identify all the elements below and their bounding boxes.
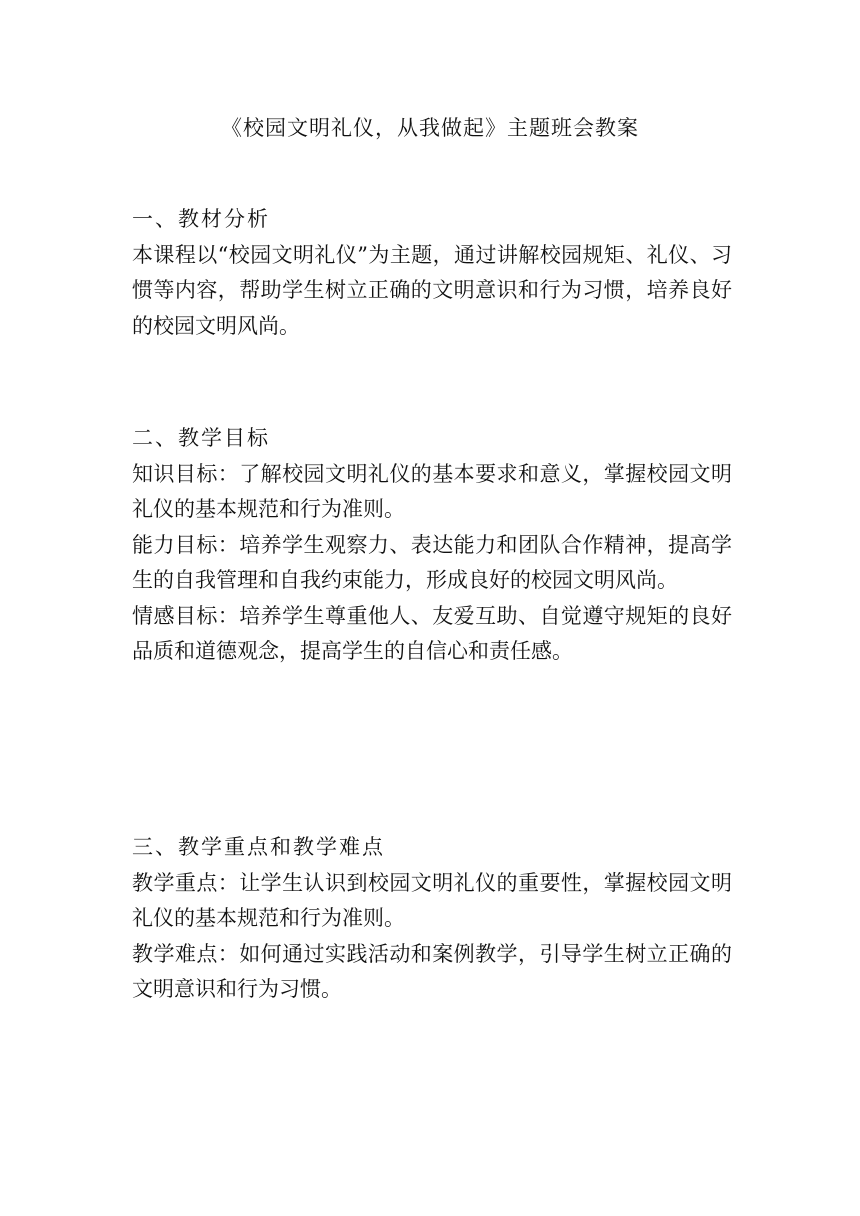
section-teaching-objectives <box>132 421 732 670</box>
paragraph-emotion-objective: 情感目标：培养学生尊重他人、友爱互助、自觉遵守规矩的良好品质和道德观念，提高学生的自信心和责任感。 <box>132 603 732 663</box>
paragraph-knowledge-objective: 知识目标：了解校园文明礼仪的基本要求和意义，掌握校园文明礼仪的基本规范和行为准则。 <box>132 461 732 521</box>
paragraph-key-point: 教学重点：让学生认识到校园文明礼仪的重要性，掌握校园文明礼仪的基本规范和行为准则。 <box>132 870 732 930</box>
paragraph: 本课程以“校园文明礼仪”为主题，通过讲解校园规矩、礼仪、习惯等内容，帮助学生树立正确的文明意识和行为习惯，培养良好的校园文明风尚。 <box>132 242 732 338</box>
section-teaching-material-analysis <box>132 202 732 344</box>
document-title: 《校园文明礼仪，从我做起》主题班会教案 <box>221 116 639 140</box>
section-heading: 二、教学目标 <box>132 426 270 450</box>
section-key-and-difficult-points <box>132 830 732 1008</box>
section-heading: 三、教学重点和教学难点 <box>132 835 385 859</box>
paragraph-difficult-point: 教学难点：如何通过实践活动和案例教学，引导学生树立正确的文明意识和行为习惯。 <box>132 941 732 1001</box>
section-heading: 一、教材分析 <box>132 207 270 231</box>
paragraph-ability-objective: 能力目标：培养学生观察力、表达能力和团队合作精神，提高学生的自我管理和自我约束能力，形成良好的校园文明风尚。 <box>132 532 732 592</box>
